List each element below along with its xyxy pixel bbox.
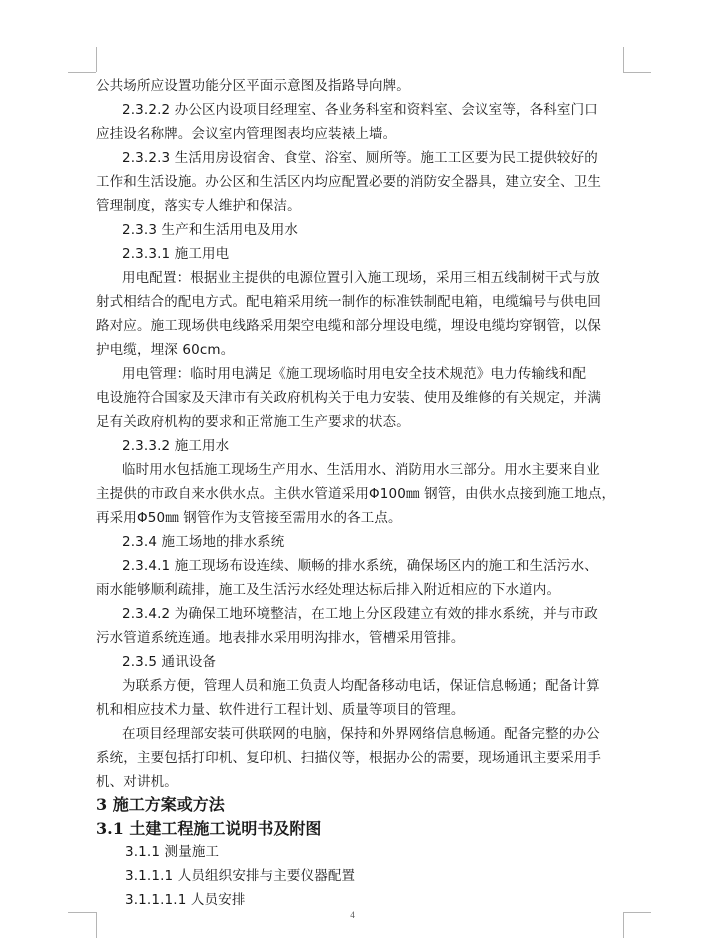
body-line: 再采用Φ50㎜ 钢管作为支管接至需用水的各工点。 [96, 510, 402, 526]
body-line: 机和相应技术力量、软件进行工程计划、质量等项目的管理。 [96, 702, 465, 718]
section-heading-2-3-5: 2.3.5 通讯设备 [122, 654, 217, 670]
body-line: 用电管理：临时用电满足《施工现场临时用电安全技术规范》电力传输线和配 [122, 366, 587, 382]
body-line: 系统，主要包括打印机、复印机、扫描仪等，根据办公的需要，现场通讯主要采用手 [96, 750, 602, 766]
body-line: 2.3.2.3 生活用房设宿舍、食堂、浴室、厕所等。施工工区要为民工提供较好的 [122, 150, 598, 166]
section-heading-2-3-3-1: 2.3.3.1 施工用电 [122, 246, 230, 262]
body-line: 主提供的市政自来水供水点。主供水管道采用Φ100㎜ 钢管，由供水点接到施工地点， [96, 486, 616, 502]
body-line: 污水管道系统连通。地表排水采用明沟排水，管槽采用管排。 [96, 630, 465, 646]
body-line: 工作和生活设施。办公区和生活区内均应配置必要的消防安全器具，建立安全、卫生 [96, 174, 602, 190]
crop-mark-top-right-h [623, 72, 651, 73]
body-line: 射式相结合的配电方式。配电箱采用统一制作的标准铁制配电箱，电缆编号与供电回 [96, 294, 602, 310]
body-line: 路对应。施工现场供电线路采用架空电缆和部分埋设电缆，埋设电缆均穿钢管，以保 [96, 318, 602, 334]
body-line: 在项目经理部安装可供联网的电脑，保持和外界网络信息畅通。配备完整的办公 [122, 726, 600, 742]
body-line: 机、对讲机。 [96, 774, 178, 790]
body-line: 管理制度，落实专人维护和保洁。 [96, 198, 301, 214]
crop-mark-top-left-v [96, 47, 97, 72]
body-line: 用电配置：根据业主提供的电源位置引入施工现场，采用三相五线制树干式与放 [122, 270, 600, 286]
body-line: 临时用水包括施工现场生产用水、生活用水、消防用水三部分。用水主要来自业 [122, 462, 600, 478]
body-line: 雨水能够顺利疏排，施工及生活污水经处理达标后排入附近相应的下水道内。 [96, 582, 561, 598]
section-heading-3-1-1-1: 3.1.1.1 人员组织安排与主要仪器配置 [125, 868, 356, 884]
crop-mark-top-right-v [623, 47, 624, 72]
section-heading-2-3-3-2: 2.3.3.2 施工用水 [122, 438, 230, 454]
page-number: 4 [350, 910, 355, 920]
body-line: 2.3.4.2 为确保工地环境整洁，在工地上分区段建立有效的排水系统，并与市政 [122, 606, 598, 622]
body-line: 应挂设名称牌。会议室内管理图表均应装裱上墙。 [96, 126, 397, 142]
body-line: 护电缆，埋深 60cm。 [96, 342, 235, 358]
body-line: 2.3.4.1 施工现场布设连续、顺畅的排水系统，确保场区内的施工和生活污水、 [122, 558, 598, 574]
section-heading-3-1-1: 3.1.1 测量施工 [125, 844, 220, 860]
crop-mark-top-left-h [68, 72, 96, 73]
body-line: 电设施符合国家及天津市有关政府机构关于电力安装、使用及维修的有关规定，并满 [96, 390, 602, 406]
section-heading-2-3-4: 2.3.4 施工场地的排水系统 [122, 534, 285, 550]
body-line: 2.3.2.2 办公区内设项目经理室、各业务科室和资料室、会议室等，各科室门口 [122, 102, 598, 118]
body-line: 公共场所应设置功能分区平面示意图及指路导向牌。 [96, 78, 410, 94]
section-heading-3-1: 3.1 土建工程施工说明书及附图 [96, 819, 322, 838]
section-heading-2-3-3: 2.3.3 生产和生活用电及用水 [122, 222, 299, 238]
body-line: 为联系方便，管理人员和施工负责人均配备移动电话，保证信息畅通；配备计算 [122, 678, 600, 694]
body-line: 足有关政府机构的要求和正常施工生产要求的状态。 [96, 414, 410, 430]
section-heading-3-1-1-1-1: 3.1.1.1.1 人员安排 [125, 892, 246, 908]
chapter-heading-3: 3 施工方案或方法 [96, 795, 225, 814]
